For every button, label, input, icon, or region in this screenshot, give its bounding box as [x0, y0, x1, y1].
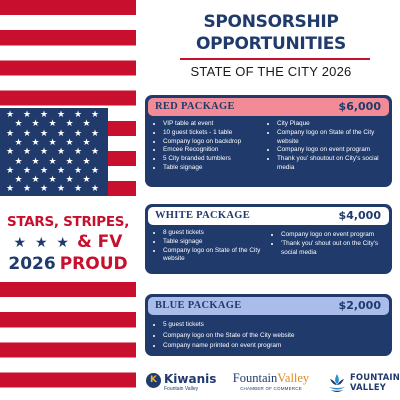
slogan-line2 [0, 232, 136, 252]
kiwanis-emblem-icon: K [146, 373, 161, 388]
chamber-sub: CHAMBER OF COMMERCE [240, 386, 302, 391]
flag-star-icon: ★ [23, 165, 32, 176]
flag-star-icon: ★ [91, 165, 100, 176]
flag-star-icon: ★ [57, 165, 66, 176]
flag-star-icon: ★ [31, 119, 40, 130]
flag-star-icon: ★ [57, 147, 66, 158]
flag-star-icon: ★ [6, 184, 15, 195]
slogan-line3 [0, 254, 136, 274]
title-divider [180, 58, 370, 60]
flag-star-icon: ★ [23, 147, 32, 158]
flag-star-icon: ★ [40, 165, 49, 176]
benefit-item: • Company logo on State of the City website [277, 129, 395, 147]
flag-star-icon: ★ [31, 175, 40, 186]
flag-star-icon: ★ [82, 156, 91, 167]
fountain-icon [326, 372, 348, 394]
kiwanis-sub: Fountain Valley [164, 386, 199, 392]
slogan-line1: STARS, STRIPES, [6, 214, 130, 230]
red-package-header [148, 98, 389, 116]
chamber-logo [231, 371, 311, 395]
benefit-item: • Company name printed on event program [163, 341, 388, 352]
flag-star-icon: ★ [14, 137, 23, 148]
flag-star-icon: ★ [57, 128, 66, 139]
city-name-line1: FOUNTAIN [350, 372, 400, 382]
flag-star-icon: ★ [6, 110, 15, 120]
benefit-item: • Company logo on backdrop [163, 138, 271, 147]
flag-star-icon: ★ [57, 110, 66, 120]
flag-star-icon: ★ [65, 119, 74, 130]
flag-star-icon: ★ [48, 156, 57, 167]
white-benefits-col1 [154, 229, 275, 264]
package-name: RED PACKAGE [155, 101, 235, 112]
american-flag-top [0, 0, 136, 196]
flag-stars [0, 108, 108, 196]
benefit-item: • 8 guest tickets [163, 229, 275, 238]
flag-star-icon: ★ [82, 119, 91, 130]
slogan-fv: & FV [76, 232, 123, 252]
white-benefits-col2 [272, 231, 395, 257]
flag-star-icon: ★ [91, 184, 100, 195]
flag-star-icon: ★ [40, 184, 49, 195]
package-price: $6,000 [338, 100, 381, 113]
benefit-item: • Company logo on the State of the City website [163, 331, 388, 342]
slogan-proud: PROUD [59, 254, 128, 274]
red-package-card [145, 95, 392, 187]
red-benefits-col2 [268, 120, 395, 173]
benefit-item: • Company logo on event program [277, 146, 395, 155]
flag-canton [0, 108, 108, 196]
flag-star-icon: ★ [65, 156, 74, 167]
benefit-item: • VIP table at event [163, 120, 271, 129]
page-subtitle: STATE OF THE CITY 2026 [190, 64, 352, 79]
flag-star-icon: ★ [40, 147, 49, 158]
chamber-name-b: Valley [277, 371, 310, 385]
flag-star-icon: ★ [31, 156, 40, 167]
slogan-stars: ★ ★ ★ [13, 235, 71, 251]
flag-star-icon: ★ [74, 184, 83, 195]
flag-star-icon: ★ [74, 147, 83, 158]
flag-star-icon: ★ [6, 165, 15, 176]
flag-star-icon: ★ [6, 128, 15, 139]
flag-star-icon: ★ [6, 147, 15, 158]
flag-star-icon: ★ [82, 137, 91, 148]
flag-star-icon: ★ [23, 110, 32, 120]
page-title-line1: SPONSORSHIP [203, 12, 339, 32]
flag-star-icon: ★ [23, 128, 32, 139]
flag-star-icon: ★ [65, 175, 74, 186]
chamber-name [231, 371, 311, 386]
benefit-item: • 10 guest tickets - 1 table [163, 129, 271, 138]
flag-star-icon: ★ [31, 137, 40, 148]
flag-star-icon: ★ [65, 137, 74, 148]
flag-star-icon: ★ [14, 175, 23, 186]
package-name: WHITE PACKAGE [155, 210, 251, 221]
fountain-valley-city-logo [326, 370, 400, 396]
benefit-item: • 5 guest tickets [163, 320, 388, 331]
slogan-year: 2026 [8, 254, 56, 274]
flag-star-icon: ★ [57, 184, 66, 195]
flag-star-icon: ★ [48, 175, 57, 186]
flag-star-icon: ★ [48, 119, 57, 130]
flag-star-icon: ★ [82, 175, 91, 186]
benefit-item: • 'Thank you' shout out on the City's social media [281, 240, 395, 258]
blue-package-header [148, 297, 389, 315]
american-flag-bottom [0, 282, 136, 400]
flag-star-icon: ★ [23, 184, 32, 195]
benefit-item: • Table signage [163, 238, 275, 247]
flag-star-icon: ★ [74, 165, 83, 176]
benefit-item: • Company logo on event program [281, 231, 395, 240]
flag-star-icon: ★ [40, 128, 49, 139]
benefit-item: • City Plaque [277, 120, 395, 129]
flag-stripes-bottom [0, 282, 136, 400]
flag-star-icon: ★ [74, 110, 83, 120]
benefit-item: • Emcee Recognition [163, 146, 271, 155]
white-package-card [145, 204, 392, 274]
city-name [350, 373, 400, 392]
benefit-item: • Table signage [163, 164, 271, 173]
red-benefits-col1 [154, 120, 271, 173]
page-title-line2: OPPORTUNITIES [196, 34, 346, 54]
blue-package-card [145, 294, 392, 356]
flag-star-icon: ★ [48, 137, 57, 148]
city-name-line2: VALLEY [350, 381, 387, 392]
flag-star-icon: ★ [14, 156, 23, 167]
white-package-header [148, 207, 389, 225]
flag-star-icon: ★ [91, 147, 100, 158]
chamber-name-a: Fountain [232, 371, 278, 385]
flag-star-icon: ★ [14, 119, 23, 130]
benefit-item: • Thank you' shoutout on City's social media [277, 155, 395, 173]
flag-star-icon: ★ [91, 128, 100, 139]
benefit-item: • 5 City branded tumblers [163, 155, 271, 164]
package-name: BLUE PACKAGE [155, 300, 242, 311]
slogan-block [0, 196, 136, 282]
package-price: $2,000 [338, 299, 381, 312]
kiwanis-name: Kiwanis [164, 372, 217, 386]
flag-star-icon: ★ [74, 128, 83, 139]
package-price: $4,000 [338, 209, 381, 222]
kiwanis-logo [146, 372, 217, 393]
flag-star-icon: ★ [40, 110, 49, 120]
benefit-item: • Company logo on State of the City website [163, 247, 275, 265]
flag-star-icon: ★ [91, 110, 100, 120]
blue-benefits-col1 [154, 320, 388, 352]
